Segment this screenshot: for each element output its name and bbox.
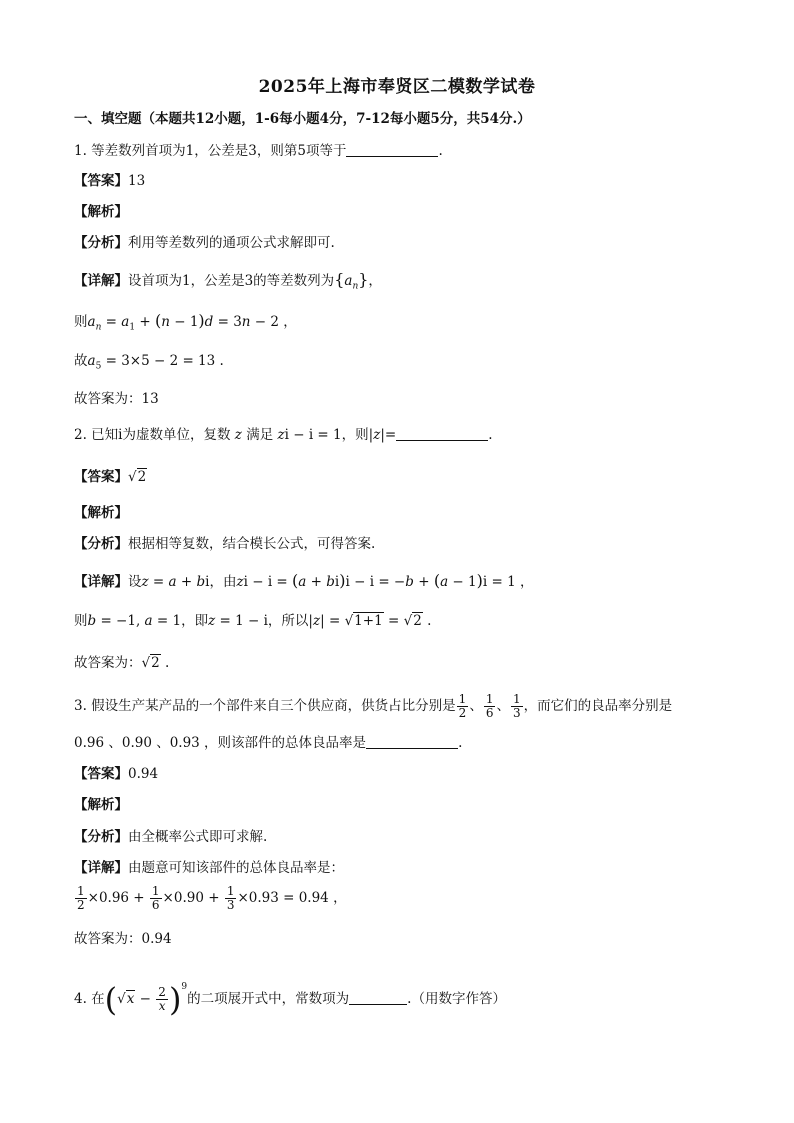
answer-blank: [346, 142, 438, 157]
q3-fenxi: 【分析】由全概率公式即可求解.: [74, 829, 268, 845]
question-3-line-2: 0.96 、0.90 、0.93 ，则该部件的总体良品率是 .: [74, 735, 463, 751]
question-1: 1. 等差数列首项为1，公差是3，则第5项等于 .: [74, 143, 443, 159]
q2-answer: 【答案】√2: [74, 469, 147, 485]
question-3: 3. 假设生产某产品的一个部件来自三个供应商，供货占比分别是 $\frac{1}{2}$ 、 $\frac{1}{6}$ 、 $\frac{1}{3}$ ，而它们的良品率分别是: [74, 692, 673, 720]
q2-conclusion: 故答案为：√2 .: [74, 655, 170, 671]
q3-formula: $\frac{1}{2}$ ×0.96 + $\frac{1}{6}$ ×0.90 + $\frac{1}{3}$ ×0.93 = 0.94 ，: [77, 884, 347, 912]
q3-conclusion: 故答案为：0.94: [74, 931, 172, 947]
q2-detail: 【详解】设z = a + bi，由zi − i = (a + bi)i − i = −b + (a − 1)i = 1 ，: [74, 571, 534, 590]
q1-detail: 【详解】设首项为1，公差是3的等差数列为$\{a_n\}$，: [74, 270, 382, 292]
page-title: 2025年上海市奉贤区二模数学试卷: [258, 77, 536, 97]
q3-detail: 【详解】由题意可知该部件的总体良品率是：: [74, 860, 344, 876]
q1-analysis-label: 【解析】: [74, 204, 128, 220]
q2-fenxi: 【分析】根据相等复数，结合模长公式，可得答案.: [74, 536, 376, 552]
answer-blank: [349, 990, 407, 1005]
answer-blank: [366, 734, 458, 749]
q3-answer: 【答案】0.94: [74, 766, 159, 782]
question-4: 4. 在(√x − $\frac{2}{x}$ )$^9$的二项展开式中，常数项为 .（用数字作答）: [74, 980, 506, 1019]
q3-analysis-label: 【解析】: [74, 797, 128, 813]
q1-answer: 【答案】13: [74, 173, 146, 189]
q1-conclusion: 故答案为：13: [74, 391, 159, 407]
q1-fenxi: 【分析】利用等差数列的通项公式求解即可.: [74, 235, 335, 251]
answer-blank: [396, 426, 488, 441]
q1-formula-2: 故$a_5 = 3\times 5 - 2 = 13$ .: [74, 353, 224, 372]
q1-formula-1: 则$a_n = a_1 + (n - 1)d = 3n - 2$ ，: [74, 311, 297, 333]
question-2: 2. 已知i为虚数单位，复数 z 满足 zi − i = 1，则|z|= .: [74, 427, 493, 443]
q2-formula-1: 则b = −1, a = 1，即z = 1 − i，所以|z| = √1+1 = √2 .: [74, 613, 432, 629]
section-heading: 一、填空题（本题共12小题，1-6每小题4分，7-12每小题5分，共54分.）: [74, 111, 531, 127]
q2-analysis-label: 【解析】: [74, 505, 128, 521]
